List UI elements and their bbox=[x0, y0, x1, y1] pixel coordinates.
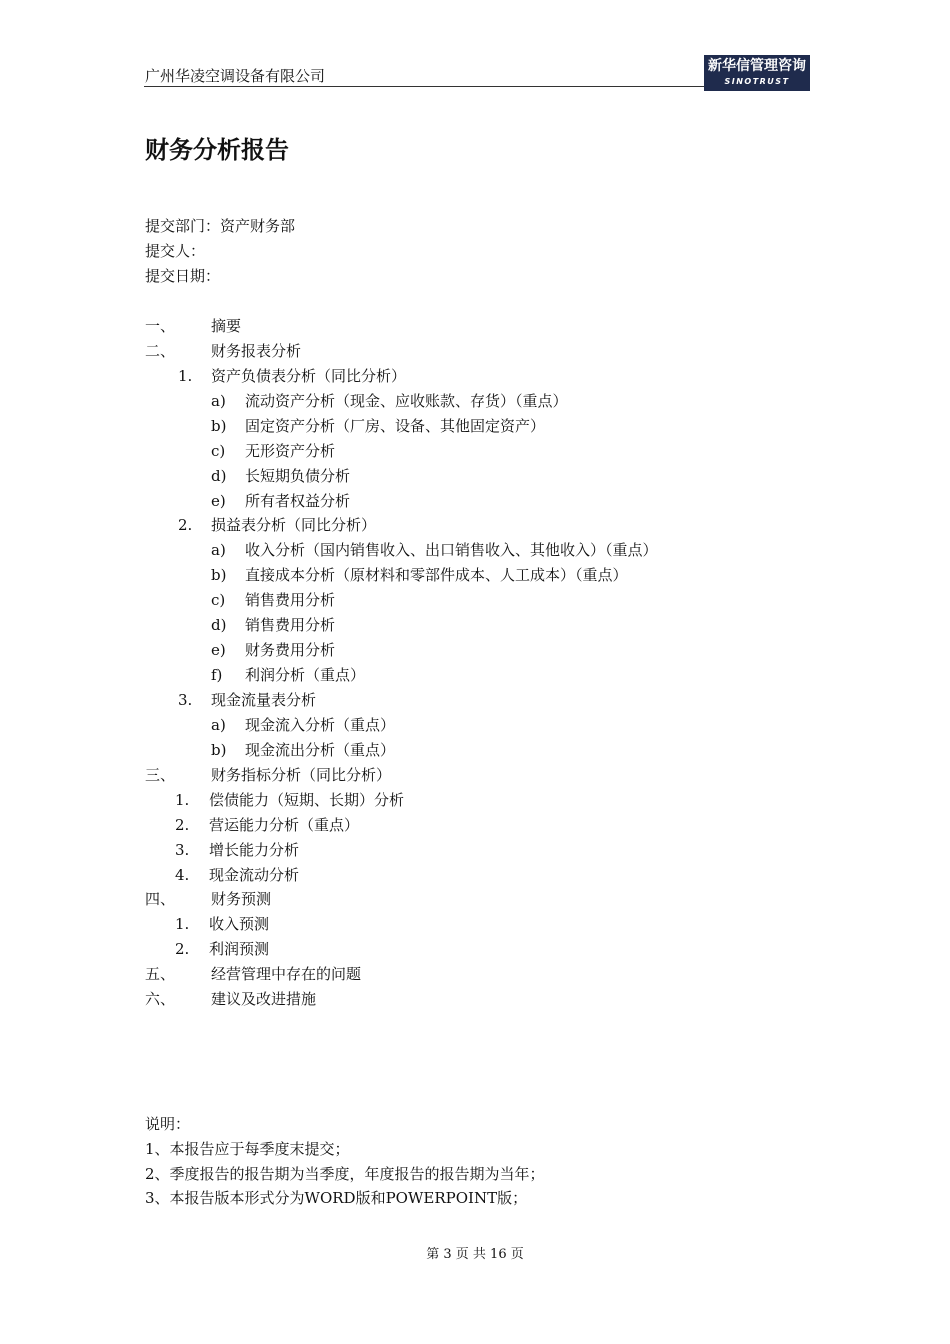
outline-marker: 三、 bbox=[145, 766, 176, 784]
outline-marker: 2. bbox=[178, 516, 193, 534]
outline-marker: 二、 bbox=[145, 342, 176, 360]
outline-item: 损益表分析（同比分析） bbox=[211, 516, 377, 534]
header-company-name: 广州华凌空调设备有限公司 bbox=[145, 67, 326, 85]
logo-en-text: SINOTRUST bbox=[724, 77, 790, 86]
outline-marker: 1. bbox=[175, 791, 190, 809]
outline-item: 经营管理中存在的问题 bbox=[211, 965, 362, 983]
outline-marker: d) bbox=[211, 467, 227, 485]
sinotrust-logo bbox=[704, 55, 810, 91]
header-divider bbox=[144, 86, 704, 87]
outline-item: 现金流动分析 bbox=[209, 866, 300, 884]
logo-cn-text: 新华信管理咨询 bbox=[708, 58, 806, 74]
outline-item: 流动资产分析（现金、应收账款、存货）（重点） bbox=[245, 392, 568, 410]
outline-item: 收入预测 bbox=[209, 915, 270, 933]
outline-marker: d) bbox=[211, 616, 227, 634]
outline-item: 营运能力分析（重点） bbox=[209, 816, 360, 834]
outline-item: 收入分析（国内销售收入、出口销售收入、其他收入）（重点） bbox=[245, 541, 658, 559]
outline-marker: e) bbox=[211, 641, 226, 659]
outline-marker: b) bbox=[211, 566, 227, 584]
outline-marker: 五、 bbox=[145, 965, 176, 983]
outline-item: 财务预测 bbox=[211, 890, 272, 908]
outline-marker: b) bbox=[211, 417, 227, 435]
outline-marker: 1. bbox=[175, 915, 190, 933]
outline-marker: 六、 bbox=[145, 990, 176, 1008]
outline-item: 长短期负债分析 bbox=[245, 467, 351, 485]
note-item: 1、本报告应于每季度末提交； bbox=[145, 1140, 350, 1158]
outline-item: 摘要 bbox=[211, 317, 242, 335]
meta-date: 提交日期： bbox=[145, 267, 221, 285]
page-number: 第 3 页 共 16 页 bbox=[426, 1247, 524, 1262]
outline-item: 现金流出分析（重点） bbox=[245, 741, 396, 759]
outline-item: 利润分析（重点） bbox=[245, 666, 366, 684]
outline-marker: 4. bbox=[175, 866, 190, 884]
outline-marker: e) bbox=[211, 492, 226, 510]
outline-item: 财务费用分析 bbox=[245, 641, 336, 659]
document-title: 财务分析报告 bbox=[145, 136, 289, 164]
outline-item: 利润预测 bbox=[209, 940, 270, 958]
outline-item: 销售费用分析 bbox=[245, 591, 336, 609]
outline-marker: a) bbox=[211, 392, 226, 410]
outline-marker: 3. bbox=[175, 841, 190, 859]
outline-marker: 2. bbox=[175, 816, 190, 834]
outline-item: 财务指标分析（同比分析） bbox=[211, 766, 392, 784]
outline-marker: c) bbox=[211, 591, 226, 609]
outline-marker: 3. bbox=[178, 691, 193, 709]
outline-item: 建议及改进措施 bbox=[211, 990, 317, 1008]
outline-item: 所有者权益分析 bbox=[245, 492, 351, 510]
outline-item: 偿债能力（短期、长期）分析 bbox=[209, 791, 405, 809]
outline-marker: a) bbox=[211, 716, 226, 734]
outline-marker: a) bbox=[211, 541, 226, 559]
note-item: 2、季度报告的报告期为当季度，年度报告的报告期为当年； bbox=[145, 1165, 545, 1183]
outline-item: 资产负债表分析（同比分析） bbox=[211, 367, 407, 385]
outline-item: 固定资产分析（厂房、设备、其他固定资产） bbox=[245, 417, 546, 435]
outline-item: 增长能力分析 bbox=[209, 841, 300, 859]
note-item: 3、本报告版本形式分为WORD版和POWERPOINT版； bbox=[145, 1189, 528, 1207]
meta-submitter: 提交人： bbox=[145, 242, 206, 260]
outline-marker: 一、 bbox=[145, 317, 176, 335]
meta-department: 提交部门：资产财务部 bbox=[145, 217, 296, 235]
outline-item: 无形资产分析 bbox=[245, 442, 336, 460]
notes-heading: 说明： bbox=[145, 1115, 191, 1133]
outline-marker: f) bbox=[211, 666, 223, 684]
outline-marker: 四、 bbox=[145, 890, 176, 908]
outline-item: 财务报表分析 bbox=[211, 342, 302, 360]
outline-item: 直接成本分析（原材料和零部件成本、人工成本）（重点） bbox=[245, 566, 628, 584]
outline-marker: b) bbox=[211, 741, 227, 759]
outline-marker: c) bbox=[211, 442, 226, 460]
outline-item: 销售费用分析 bbox=[245, 616, 336, 634]
outline-marker: 1. bbox=[178, 367, 193, 385]
outline-item: 现金流量表分析 bbox=[211, 691, 317, 709]
outline-marker: 2. bbox=[175, 940, 190, 958]
outline-item: 现金流入分析（重点） bbox=[245, 716, 396, 734]
